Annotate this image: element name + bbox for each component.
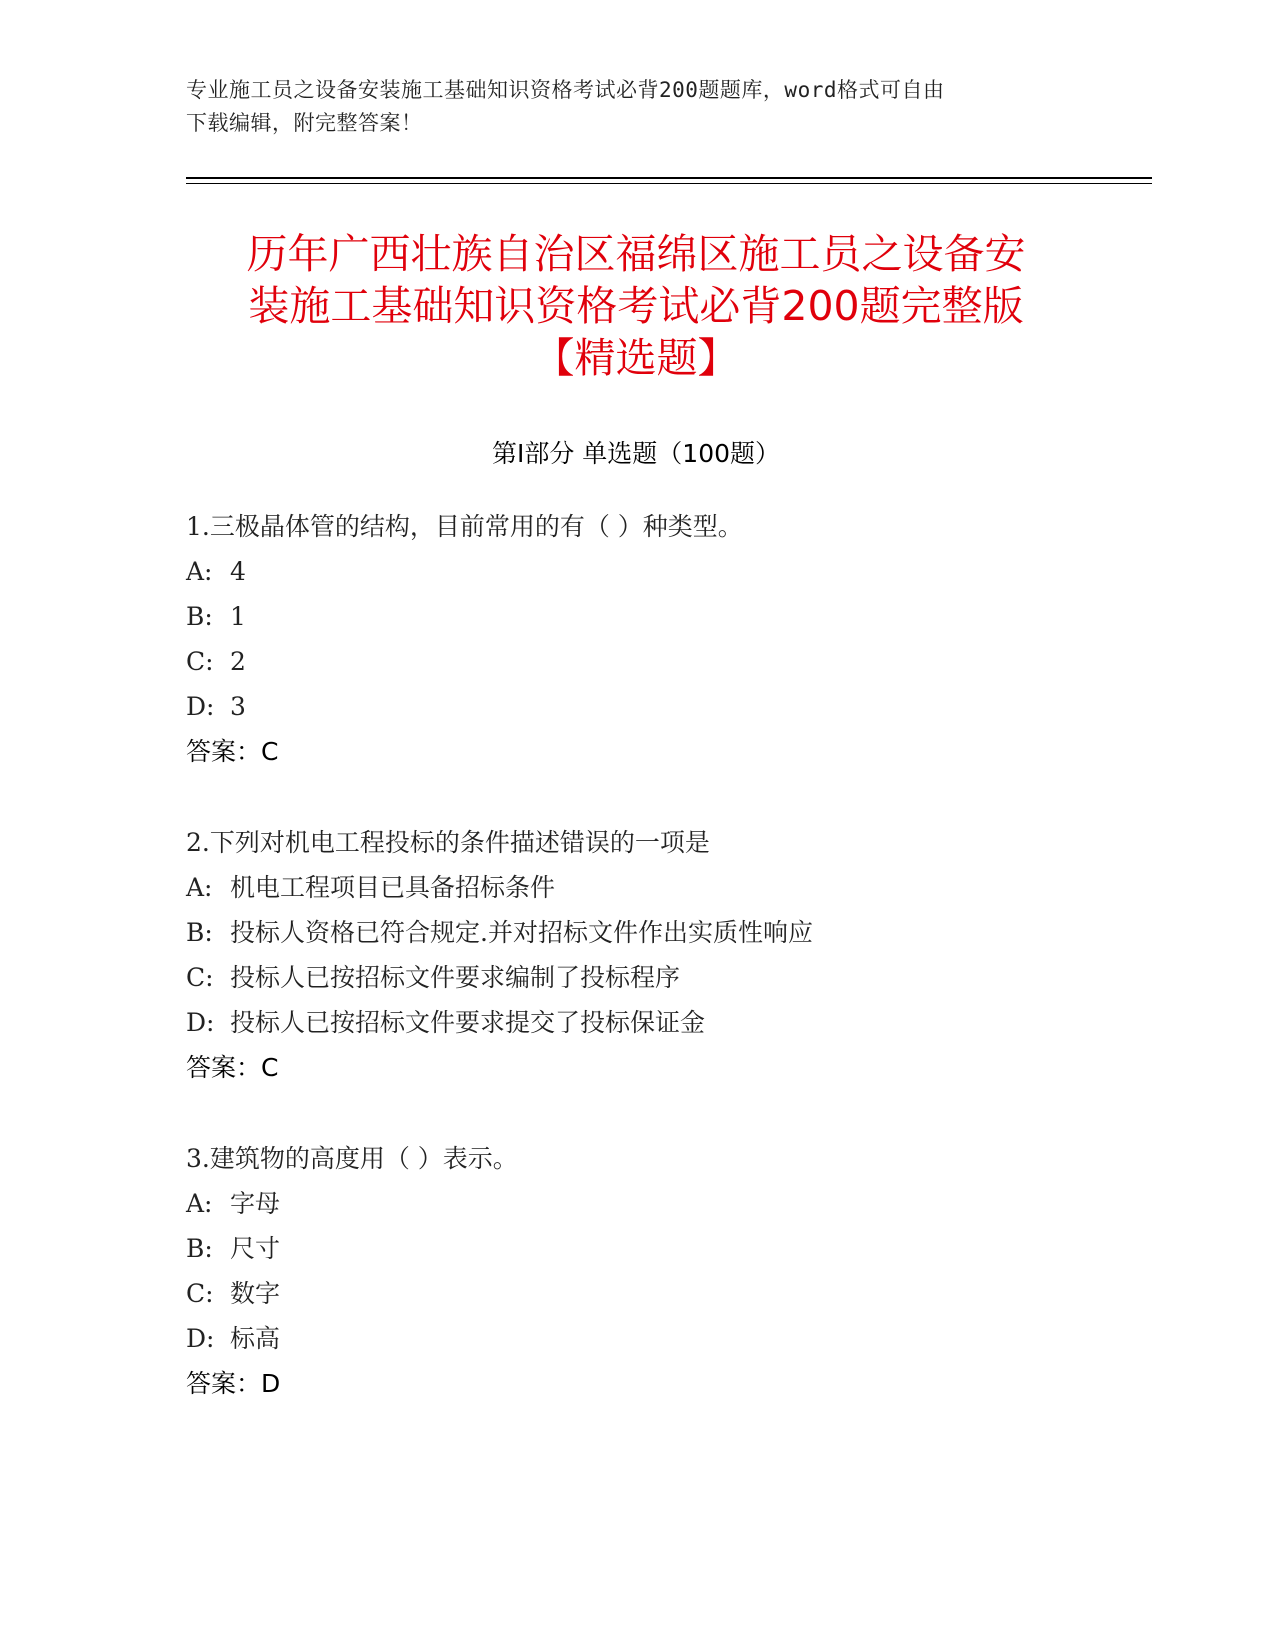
option-a [186,1181,1086,1226]
option-text: 数字 [230,1279,281,1308]
option-b [186,594,1086,639]
option-text: 3 [230,692,246,721]
option-text: 4 [230,557,246,586]
option-text: 1 [230,602,246,631]
option-d [186,1000,1086,1045]
option-text: 投标人已按招标文件要求编制了投标程序 [230,963,681,992]
option-letter: C: [186,963,214,992]
option-letter: A: [186,1189,213,1218]
option-c [186,639,1086,684]
option-text: 字母 [230,1189,281,1218]
option-letter: A: [186,557,213,586]
option-letter: A: [186,873,213,902]
header-note [186,74,1066,140]
question-stem: 2.下列对机电工程投标的条件描述错误的一项是 [186,828,710,857]
option-a [186,549,1086,594]
option-c [186,955,1086,1000]
option-a [186,865,1086,910]
option-text: 投标人已按招标文件要求提交了投标保证金 [230,1008,706,1037]
header-rule-thin [186,183,1152,184]
option-text: 标高 [230,1324,281,1353]
option-letter: B: [186,918,213,947]
answer-line: 答案：C [186,1053,279,1082]
document-title-line-1: 历年广西壮族自治区福绵区施工员之设备安 [246,230,1026,278]
option-letter: C: [186,647,214,676]
question-1 [186,504,1086,774]
question-2 [186,820,1086,1090]
option-letter: B: [186,602,213,631]
answer-line: 答案：C [186,737,279,766]
option-letter: B: [186,1234,213,1263]
option-text: 机电工程项目已具备招标条件 [230,873,556,902]
option-letter: D: [186,1008,215,1037]
option-b [186,910,1086,955]
document-title-line-2: 装施工基础知识资格考试必背200题完整版 [248,282,1024,330]
answer-line: 答案：D [186,1369,281,1398]
question-stem: 3.建筑物的高度用（ ）表示。 [186,1144,518,1173]
option-text: 尺寸 [230,1234,281,1263]
option-letter: D: [186,1324,215,1353]
header-note-line-2: 下载编辑，附完整答案！ [186,111,423,135]
header-note-line-1: 专业施工员之设备安装施工基础知识资格考试必背200题题库，word格式可自由 [186,78,945,102]
option-letter: D: [186,692,215,721]
option-b [186,1226,1086,1271]
document-title [186,228,1086,384]
option-d [186,1316,1086,1361]
option-text: 投标人资格已符合规定.并对招标文件作出实质性响应 [230,918,813,947]
header-rule-thick [186,177,1152,179]
option-d [186,684,1086,729]
option-c [186,1271,1086,1316]
option-text: 2 [230,647,246,676]
document-title-line-3: 【精选题】 [533,334,739,382]
question-stem: 1.三极晶体管的结构，目前常用的有（ ）种类型。 [186,512,743,541]
question-3 [186,1136,1086,1406]
section-title: 第Ⅰ部分 单选题（100题） [491,439,781,468]
option-letter: C: [186,1279,214,1308]
